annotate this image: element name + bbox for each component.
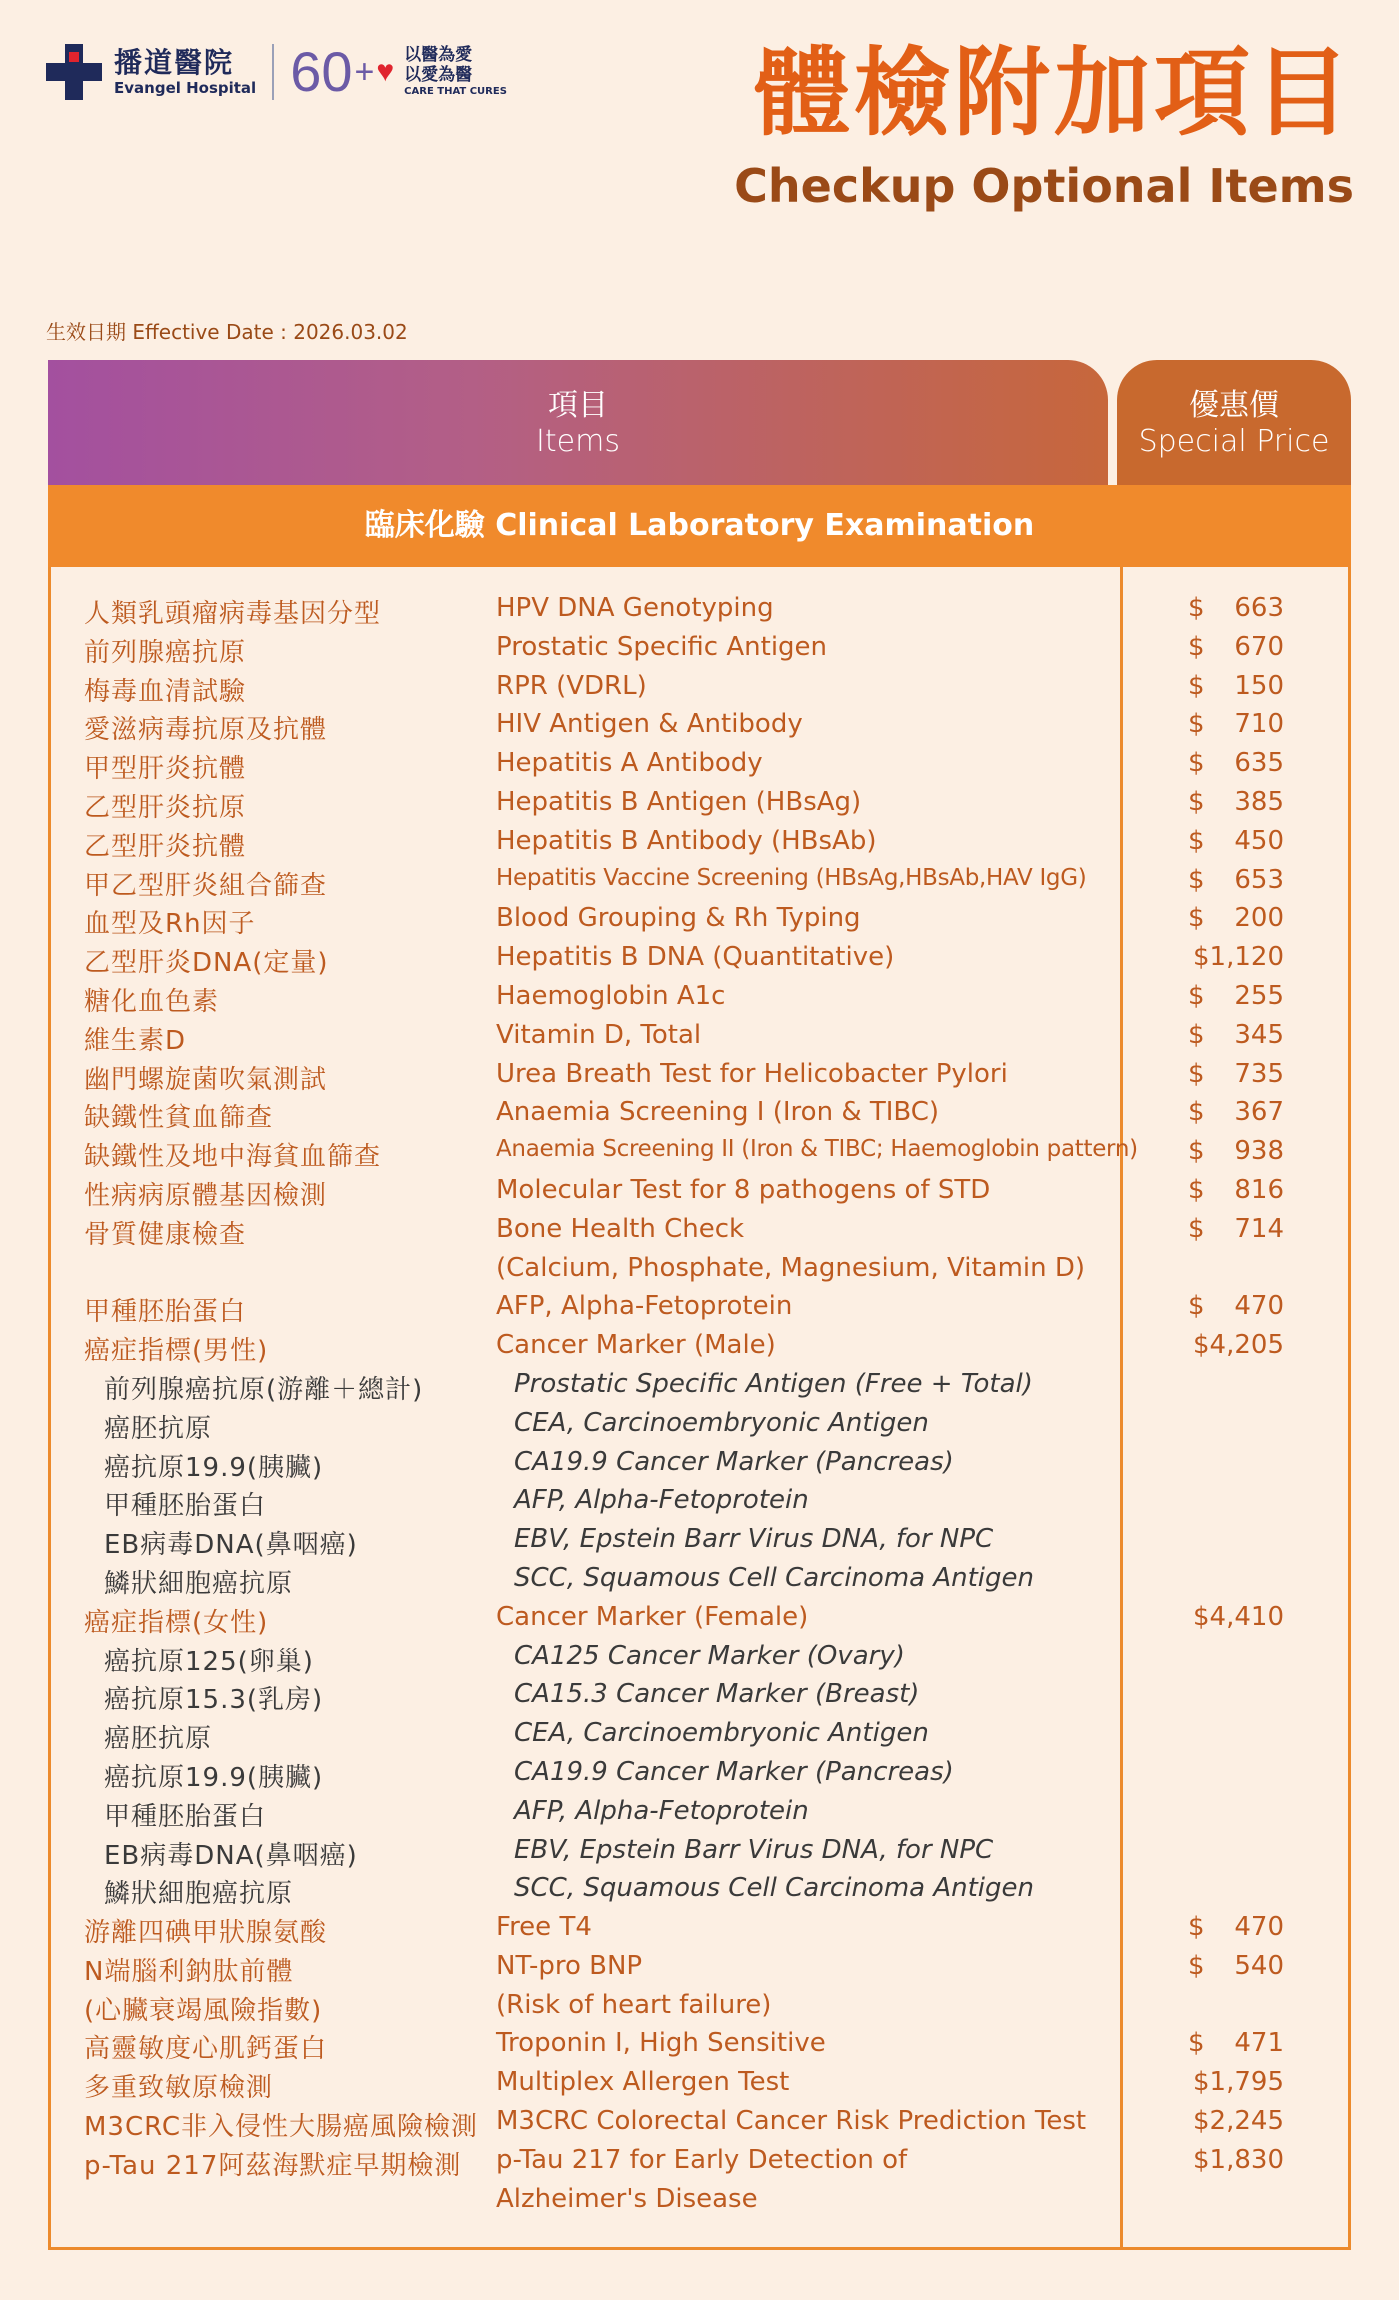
currency-symbol: $ — [1188, 1136, 1205, 1167]
item-name-zh: 多重致敏原檢測 — [84, 2073, 274, 2104]
item-name-zh: 血型及Rh因子 — [84, 909, 256, 940]
price-amount: 714 — [1234, 1213, 1284, 1244]
price-amount: 450 — [1234, 825, 1284, 856]
price-amount: 735 — [1234, 1058, 1284, 1089]
item-name-zh: p-Tau 217阿茲海默症早期檢測 — [84, 2150, 462, 2181]
item-name-zh: 癌抗原19.9(胰臟) — [104, 1762, 324, 1793]
price-amount: 710 — [1234, 709, 1284, 740]
sub-item-row — [0, 1563, 1399, 1602]
currency-symbol: $ — [1188, 709, 1205, 740]
table-row — [0, 1912, 1399, 1951]
table-row — [0, 981, 1399, 1020]
motto-en: CARE THAT CURES — [404, 86, 507, 97]
item-name-zh: 高靈敏度心肌鈣蛋白 — [84, 2034, 328, 2065]
item-name-zh: 乙型肝炎抗原 — [84, 792, 247, 823]
sub-item-row — [0, 1873, 1399, 1912]
table-row — [0, 903, 1399, 942]
table-row — [0, 1602, 1399, 1641]
item-price: $1,795 — [1193, 2067, 1284, 2098]
table-row — [0, 1020, 1399, 1059]
item-name-en: Haemoglobin A1c — [496, 980, 726, 1011]
price-header-en: Special Price — [1138, 424, 1330, 459]
item-name-en: Anaemia Screening II (Iron & TIBC; Haemoglobin pattern) — [496, 1136, 1138, 1163]
table-row — [0, 2184, 1399, 2223]
table-row — [0, 632, 1399, 671]
table-row — [0, 865, 1399, 904]
item-name-en: Hepatitis Vaccine Screening (HBsAg,HBsAb,HAV IgG) — [496, 864, 1087, 891]
item-name-en: HPV DNA Genotyping — [496, 593, 774, 623]
item-name-zh: 甲乙型肝炎組合篩查 — [84, 870, 328, 901]
price-amount: 635 — [1234, 748, 1284, 779]
item-name-en: CEA, Carcinoembryonic Antigen — [514, 1407, 929, 1438]
item-name-zh: 骨質健康檢查 — [84, 1219, 247, 1250]
item-price: $2,245 — [1193, 2106, 1284, 2137]
anniversary-number: 60 — [290, 40, 353, 103]
sub-item-row — [0, 1447, 1399, 1486]
item-name-en: AFP, Alpha-Fetoprotein — [514, 1485, 809, 1516]
table-row — [0, 942, 1399, 981]
price-amount: 670 — [1234, 631, 1284, 662]
heart-icon: ♥ — [376, 55, 395, 88]
item-name-en: Hepatitis A Antibody — [496, 748, 763, 779]
item-name-en: Vitamin D, Total — [496, 1019, 702, 1050]
currency-symbol: $ — [1188, 1174, 1205, 1205]
item-name-en: Molecular Test for 8 pathogens of STD — [496, 1174, 991, 1205]
item-name-en: Prostatic Specific Antigen (Free + Total) — [514, 1368, 1033, 1399]
item-name-en: (Calcium, Phosphate, Magnesium, Vitamin D) — [496, 1252, 1086, 1283]
table-row — [0, 1990, 1399, 2029]
price-amount: 367 — [1234, 1097, 1284, 1128]
table-row — [0, 671, 1399, 710]
table-row — [0, 1330, 1399, 1369]
item-name-en: Prostatic Specific Antigen — [496, 631, 828, 662]
currency-symbol: $ — [1188, 903, 1205, 934]
item-name-zh: 癌抗原15.3(乳房) — [104, 1685, 324, 1716]
sub-item-row — [0, 1679, 1399, 1718]
table-row — [0, 709, 1399, 748]
item-name-en: Cancer Marker (Female) — [496, 1601, 809, 1632]
plus-icon: + — [354, 53, 375, 91]
table-row — [0, 2106, 1399, 2145]
price-amount: 470 — [1234, 1291, 1284, 1322]
table-row — [0, 1253, 1399, 1292]
sub-item-row — [0, 1835, 1399, 1874]
items-header-zh: 項目 — [548, 388, 608, 423]
item-name-en: Anaemia Screening I (Iron & TIBC) — [496, 1097, 940, 1128]
price-amount: 540 — [1234, 1950, 1284, 1981]
item-name-zh: 維生素D — [84, 1025, 187, 1056]
item-name-zh: 愛滋病毒抗原及抗體 — [84, 715, 328, 746]
anniversary-logo — [290, 40, 395, 103]
sub-item-row — [0, 1718, 1399, 1757]
item-name-en: Hepatitis B Antibody (HBsAb) — [496, 825, 877, 856]
price-amount: 200 — [1234, 903, 1284, 934]
table-row — [0, 2028, 1399, 2067]
currency-symbol: $ — [1188, 1950, 1205, 1981]
table-row — [0, 1175, 1399, 1214]
item-name-en: EBV, Epstein Barr Virus DNA, for NPC — [514, 1834, 994, 1865]
item-name-en: Cancer Marker (Male) — [496, 1330, 776, 1361]
item-name-en: EBV, Epstein Barr Virus DNA, for NPC — [514, 1524, 994, 1555]
price-amount: 150 — [1234, 670, 1284, 701]
currency-symbol: $ — [1188, 786, 1205, 817]
item-name-en: SCC, Squamous Cell Carcinoma Antigen — [514, 1562, 1035, 1593]
item-name-en: CA125 Cancer Marker (Ovary) — [514, 1640, 905, 1671]
sub-item-row — [0, 1524, 1399, 1563]
sub-item-row — [0, 1369, 1399, 1408]
currency-symbol: $ — [1188, 631, 1205, 662]
effective-date: 生效日期 Effective Date : 2026.03.02 — [46, 320, 408, 344]
item-name-zh: 人類乳頭瘤病毒基因分型 — [84, 599, 382, 629]
item-name-en: Free T4 — [496, 1912, 592, 1943]
items-column-header — [48, 360, 1108, 485]
motto-line-2: 以愛為醫 — [404, 65, 473, 85]
table-row — [0, 787, 1399, 826]
item-name-en: Hepatitis B Antigen (HBsAg) — [496, 786, 862, 817]
page-title-en: Checkup Optional Items — [734, 159, 1354, 213]
price-amount: 816 — [1234, 1174, 1284, 1205]
item-name-en: Alzheimer's Disease — [496, 2183, 758, 2214]
item-name-zh: 乙型肝炎DNA(定量) — [84, 948, 329, 979]
item-name-en: Bone Health Check — [496, 1213, 745, 1244]
item-name-zh: 游離四碘甲狀腺氨酸 — [84, 1918, 328, 1949]
currency-symbol: $ — [1188, 864, 1205, 895]
table-row — [0, 2145, 1399, 2184]
item-name-en: HIV Antigen & Antibody — [496, 709, 803, 740]
currency-symbol: $ — [1188, 1097, 1205, 1128]
currency-symbol: $ — [1188, 980, 1205, 1011]
table-row — [0, 1097, 1399, 1136]
item-name-zh: 甲種胚胎蛋白 — [104, 1491, 267, 1522]
item-name-zh: 癌症指標(男性) — [84, 1336, 269, 1367]
item-name-zh: 癌抗原19.9(胰臟) — [104, 1452, 324, 1483]
item-price: $4,205 — [1193, 1330, 1284, 1361]
item-name-zh: 缺鐵性及地中海貧血篩查 — [84, 1142, 382, 1173]
sub-item-row — [0, 1408, 1399, 1447]
sub-item-row — [0, 1757, 1399, 1796]
item-name-zh: 性病病原體基因檢測 — [84, 1180, 328, 1211]
item-name-en: Urea Breath Test for Helicobacter Pylori — [496, 1058, 1008, 1089]
motto-line-1: 以醫為愛 — [404, 45, 473, 65]
item-price: $1,830 — [1193, 2144, 1284, 2175]
item-name-zh: 癌症指標(女性) — [84, 1607, 269, 1638]
item-name-zh: 梅毒血清試驗 — [84, 676, 247, 707]
item-price: $4,410 — [1193, 1601, 1284, 1632]
item-name-en: p-Tau 217 for Early Detection of — [496, 2144, 908, 2175]
item-name-zh: 甲種胚胎蛋白 — [104, 1801, 267, 1832]
table-row — [0, 2067, 1399, 2106]
item-name-zh: 甲種胚胎蛋白 — [84, 1297, 247, 1328]
item-name-zh: 鱗狀細胞癌抗原 — [104, 1568, 294, 1599]
item-name-en: CA15.3 Cancer Marker (Breast) — [514, 1679, 920, 1710]
currency-symbol: $ — [1188, 1912, 1205, 1943]
item-name-zh: (心臟衰竭風險指數) — [84, 1995, 323, 2026]
item-name-zh: 前列腺癌抗原(游離＋總計) — [104, 1374, 424, 1405]
price-amount: 345 — [1234, 1019, 1284, 1050]
item-price: $1,120 — [1193, 942, 1284, 973]
price-amount: 385 — [1234, 786, 1284, 817]
currency-symbol: $ — [1188, 2028, 1205, 2059]
item-name-en: AFP, Alpha-Fetoprotein — [514, 1795, 809, 1826]
price-amount: 471 — [1234, 2028, 1284, 2059]
price-amount: 663 — [1234, 593, 1284, 623]
item-name-en: CEA, Carcinoembryonic Antigen — [514, 1718, 929, 1749]
currency-symbol: $ — [1188, 670, 1205, 701]
item-name-en: CA19.9 Cancer Marker (Pancreas) — [514, 1756, 954, 1787]
item-name-zh: 鱗狀細胞癌抗原 — [104, 1879, 294, 1910]
item-name-en: RPR (VDRL) — [496, 670, 647, 701]
currency-symbol: $ — [1188, 593, 1205, 623]
item-name-en: Blood Grouping & Rh Typing — [496, 903, 861, 934]
price-header-zh: 優惠價 — [1189, 388, 1279, 423]
price-column-header — [1117, 360, 1351, 485]
item-name-en: AFP, Alpha-Fetoprotein — [496, 1291, 793, 1322]
item-name-zh: 甲型肝炎抗體 — [84, 754, 247, 785]
item-name-en: Multiplex Allergen Test — [496, 2067, 790, 2098]
item-name-zh: 癌胚抗原 — [104, 1413, 213, 1444]
price-amount: 470 — [1234, 1912, 1284, 1943]
item-name-en: SCC, Squamous Cell Carcinoma Antigen — [514, 1873, 1035, 1904]
sub-item-row — [0, 1796, 1399, 1835]
item-name-zh: EB病毒DNA(鼻咽癌) — [104, 1530, 358, 1561]
item-name-zh: 幽門螺旋菌吹氣測試 — [84, 1064, 328, 1095]
section-title: 臨床化驗 Clinical Laboratory Examination — [48, 485, 1351, 567]
item-name-zh: 乙型肝炎抗體 — [84, 831, 247, 862]
item-name-zh: 缺鐵性貧血篩查 — [84, 1103, 274, 1134]
hospital-logo — [46, 40, 507, 103]
currency-symbol: $ — [1188, 1213, 1205, 1244]
table-row — [0, 1214, 1399, 1253]
table-row — [0, 1059, 1399, 1098]
hospital-name-zh: 播道醫院 — [114, 46, 235, 79]
page-title-zh: 體檢附加項目 — [754, 37, 1354, 149]
table-row — [0, 1136, 1399, 1175]
table-row — [0, 826, 1399, 865]
currency-symbol: $ — [1188, 1058, 1205, 1089]
item-name-en: M3CRC Colorectal Cancer Risk Prediction Test — [496, 2106, 1087, 2137]
price-amount: 255 — [1234, 980, 1284, 1011]
hospital-name-en: Evangel Hospital — [114, 79, 257, 97]
sub-item-row — [0, 1485, 1399, 1524]
table-row — [0, 593, 1399, 632]
price-amount: 938 — [1234, 1136, 1284, 1167]
logo-divider — [272, 44, 274, 100]
item-name-zh: 糖化血色素 — [84, 986, 220, 1017]
table-row — [0, 1951, 1399, 1990]
items-header-en: Items — [536, 424, 620, 459]
price-list — [0, 593, 1399, 2222]
currency-symbol: $ — [1188, 1291, 1205, 1322]
currency-symbol: $ — [1188, 748, 1205, 779]
item-name-zh: EB病毒DNA(鼻咽癌) — [104, 1840, 358, 1871]
item-name-zh: 前列腺癌抗原 — [84, 637, 247, 668]
item-name-en: Troponin I, High Sensitive — [496, 2028, 826, 2059]
item-name-en: NT-pro BNP — [496, 1950, 643, 1981]
item-name-zh: 癌胚抗原 — [104, 1724, 213, 1755]
item-name-en: Hepatitis B DNA (Quantitative) — [496, 942, 895, 973]
item-name-zh: M3CRC非入侵性大腸癌風險檢測 — [84, 2112, 479, 2143]
table-row — [0, 748, 1399, 787]
table-row — [0, 1291, 1399, 1330]
sub-item-row — [0, 1641, 1399, 1680]
cross-logo-icon — [46, 44, 102, 100]
currency-symbol: $ — [1188, 825, 1205, 856]
price-amount: 653 — [1234, 864, 1284, 895]
currency-symbol: $ — [1188, 1019, 1205, 1050]
item-name-zh: N端腦利鈉肽前體 — [84, 1956, 294, 1987]
item-name-en: (Risk of heart failure) — [496, 1989, 772, 2020]
item-name-en: CA19.9 Cancer Marker (Pancreas) — [514, 1446, 954, 1477]
item-name-zh: 癌抗原125(卵巢) — [104, 1646, 314, 1677]
